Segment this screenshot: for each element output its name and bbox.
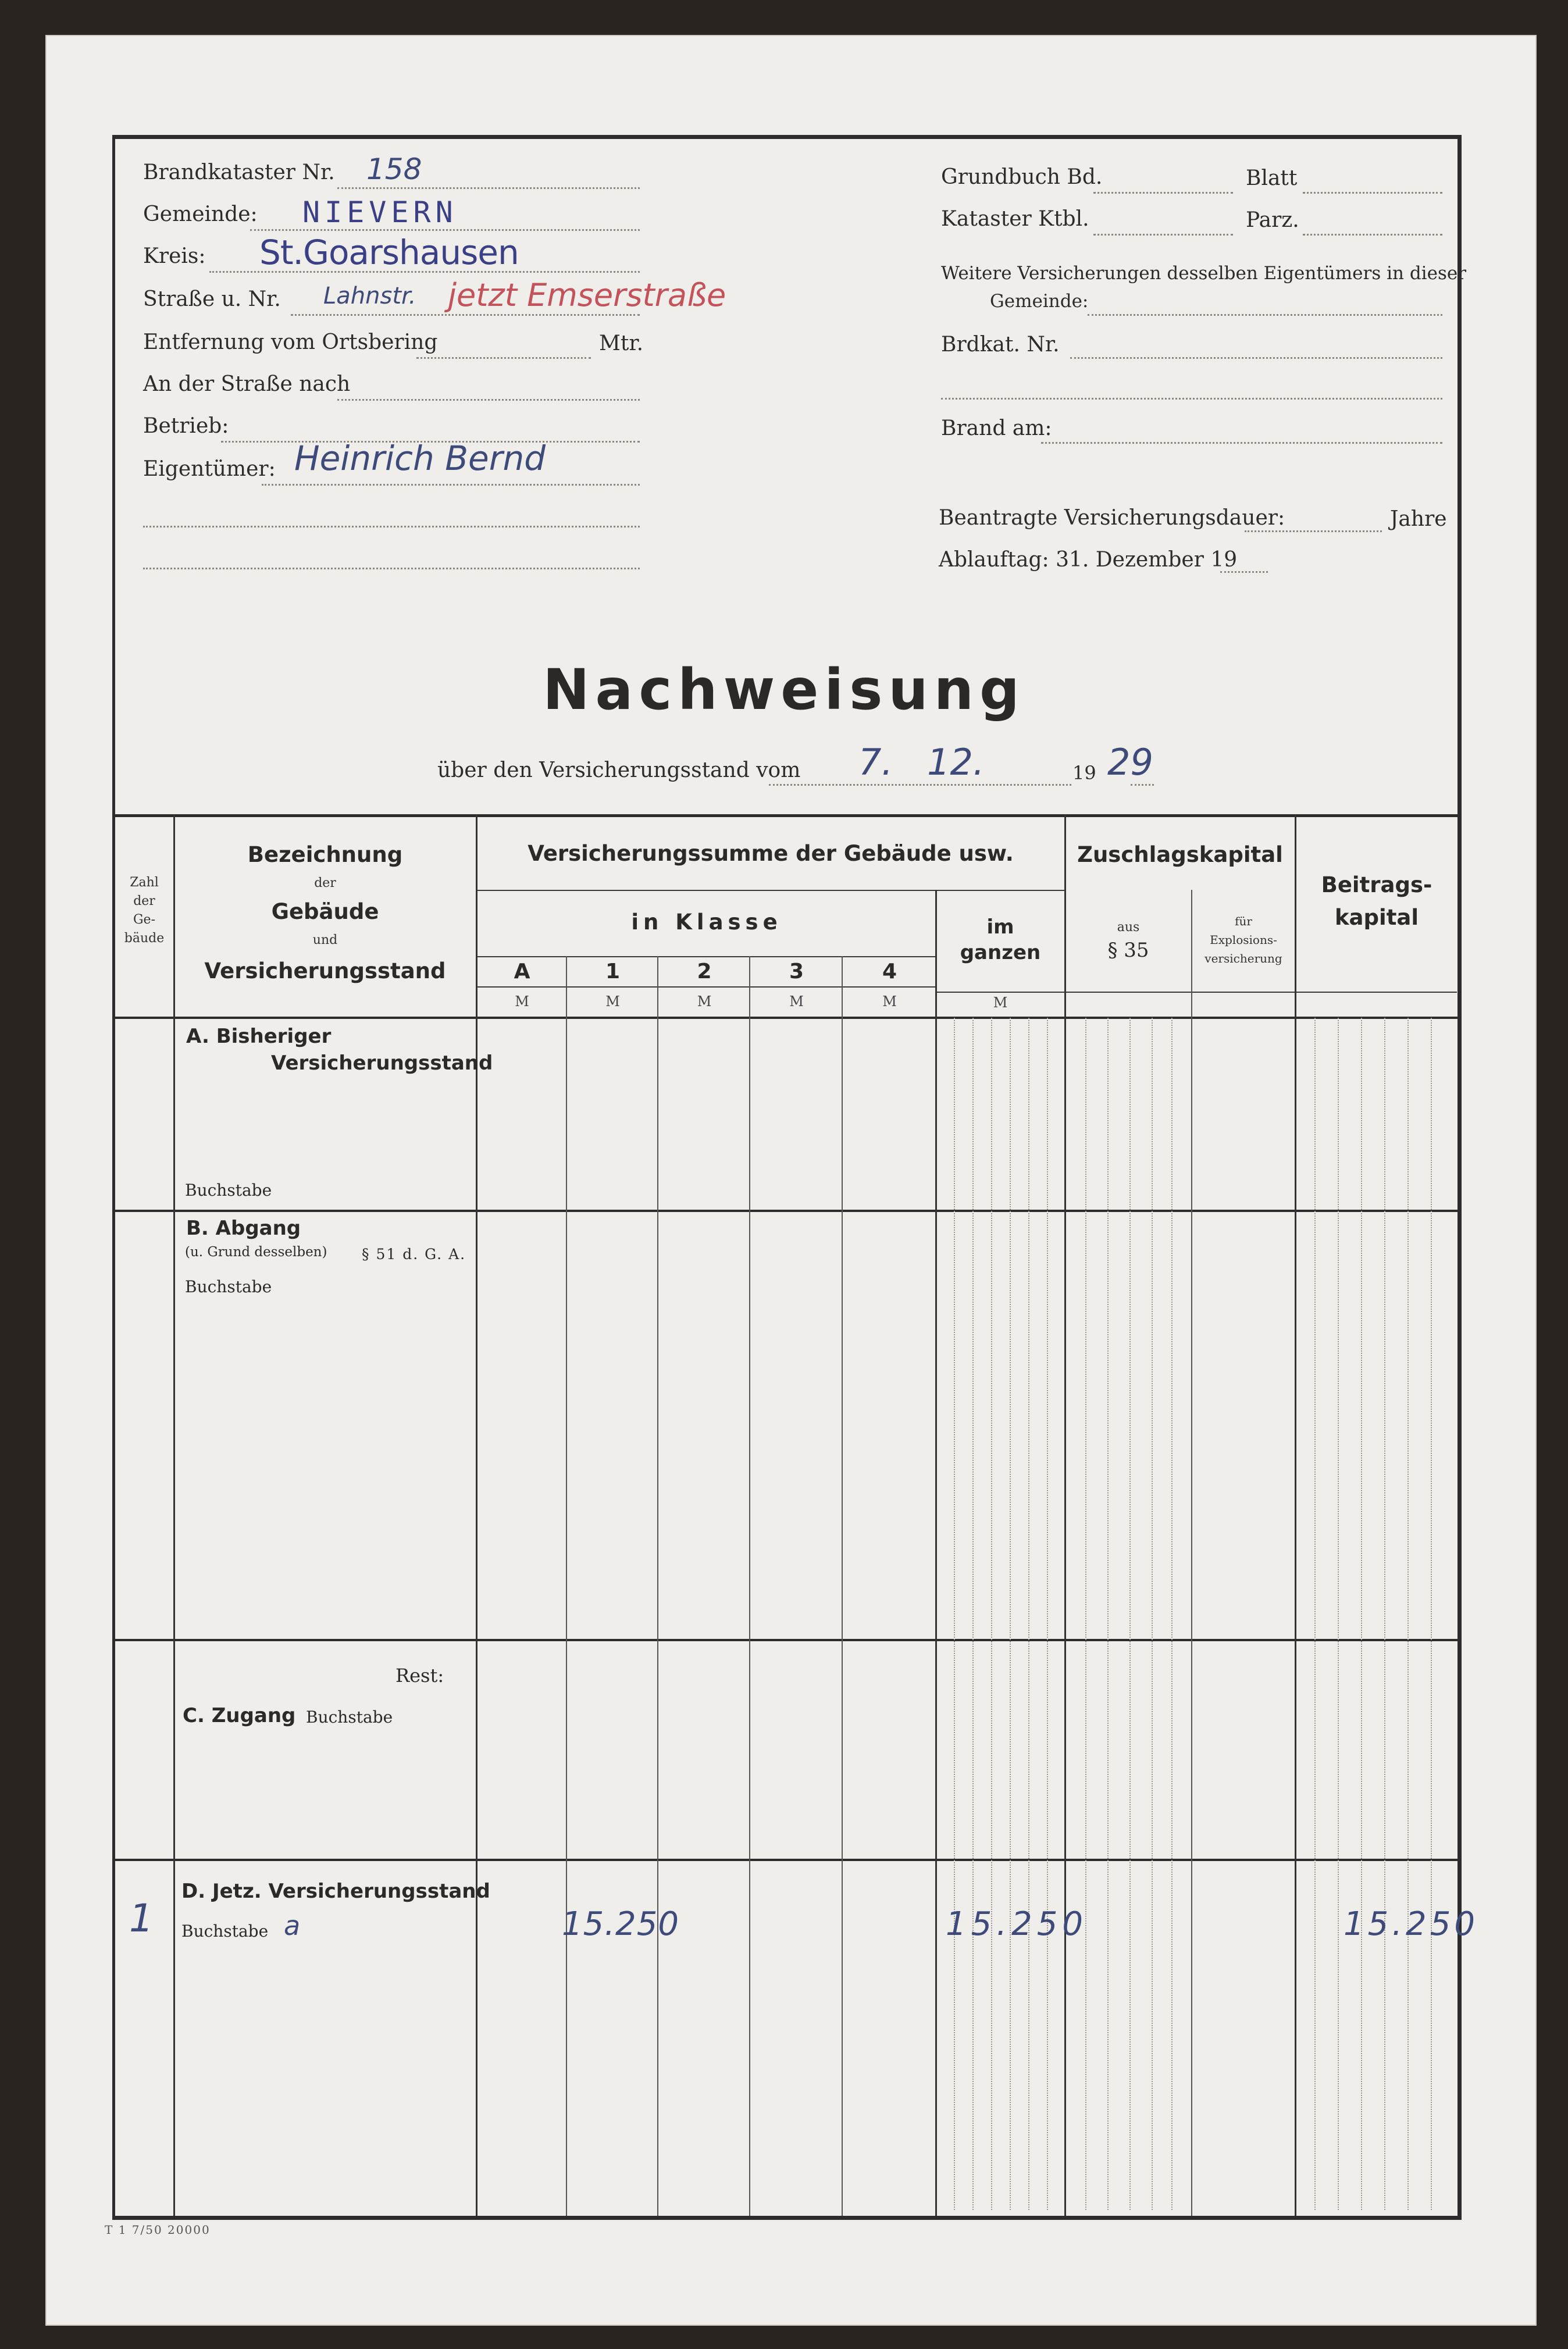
strasse-old-value: Lahnstr. bbox=[323, 283, 416, 309]
parz-label: Parz. bbox=[1246, 208, 1299, 232]
strasse-label: Straße u. Nr. bbox=[143, 287, 281, 311]
subtitle-year-suffix: 29 bbox=[1107, 741, 1153, 783]
kreis-stamp: St.Goarshausen bbox=[259, 233, 519, 272]
section-b-title: B. Abgang bbox=[186, 1217, 301, 1240]
weitere-line1: Weitere Versicherungen desselben Eigentümers in dieser bbox=[941, 263, 1467, 284]
brdkat-label: Brdkat. Nr. bbox=[941, 333, 1060, 357]
col-beitrag-title: Beitrags- bbox=[1321, 872, 1432, 897]
col-klasse-title: in Klasse bbox=[631, 910, 782, 935]
grundbuch-label: Grundbuch Bd. bbox=[941, 165, 1103, 189]
entfernung-unit: Mtr. bbox=[599, 332, 644, 355]
kreis-label: Kreis: bbox=[143, 244, 206, 268]
brand-label: Brand am: bbox=[941, 416, 1052, 440]
ablauf-label: Ablauftag: 31. Dezember 19 bbox=[939, 548, 1238, 572]
section-c-title: C. Zugang bbox=[183, 1704, 296, 1727]
brandkataster-value: 158 bbox=[366, 152, 422, 186]
subtitle-month: 12. bbox=[927, 741, 985, 783]
blatt-label: Blatt bbox=[1246, 166, 1298, 190]
dauer-unit: Jahre bbox=[1390, 507, 1447, 531]
brandkataster-label: Brandkataster Nr. bbox=[143, 161, 335, 184]
col-bez-title: Bezeichnung bbox=[247, 842, 403, 867]
klasse-1: 1 bbox=[605, 960, 621, 983]
d-ganzen-value: 15.250 bbox=[946, 1905, 1088, 1943]
strasse-new-value: jetzt Emserstraße bbox=[448, 277, 726, 313]
section-d-title: D. Jetz. Versicherungsstand bbox=[181, 1880, 490, 1903]
d-buchstabe-value: a bbox=[284, 1910, 301, 1941]
form-frame bbox=[112, 135, 1467, 2220]
col-ganzen-title: im bbox=[986, 915, 1014, 939]
klasse-4: 4 bbox=[882, 960, 897, 983]
footer-code: T 1 7/50 20000 bbox=[105, 2223, 211, 2237]
gemeinde-label: Gemeinde: bbox=[143, 202, 258, 226]
rest-label: Rest: bbox=[395, 1664, 444, 1687]
gemeinde-stamp: NIEVERN bbox=[302, 195, 458, 229]
klasse-2: 2 bbox=[697, 960, 712, 983]
weitere-line2: Gemeinde: bbox=[990, 291, 1089, 312]
dauer-label: Beantragte Versicherungsdauer: bbox=[939, 506, 1285, 530]
entfernung-label: Entfernung vom Ortsbering bbox=[143, 330, 438, 354]
an-der-strasse-label: An der Straße nach bbox=[143, 372, 351, 396]
kataster-label: Kataster Ktbl. bbox=[941, 207, 1089, 231]
col-zuschlag-title: Zuschlagskapital bbox=[1077, 842, 1283, 867]
subtitle-day: 7. bbox=[858, 741, 893, 783]
eigentuemer-value: Heinrich Bernd bbox=[294, 439, 546, 478]
subtitle-label: über den Versicherungsstand vom bbox=[437, 758, 801, 782]
betrieb-label: Betrieb: bbox=[143, 414, 229, 438]
subtitle-year-prefix: 19 bbox=[1072, 762, 1096, 784]
d-klasse1-value: 15.250 bbox=[562, 1905, 679, 1943]
klasse-3: 3 bbox=[789, 960, 804, 983]
eigentuemer-label: Eigentümer: bbox=[143, 457, 276, 481]
d-beitrag-value: 15.250 bbox=[1344, 1905, 1478, 1943]
klasse-a: A bbox=[514, 960, 530, 983]
page-title: Nachweisung bbox=[543, 657, 1025, 722]
col-vers-title: Versicherungssumme der Gebäude usw. bbox=[528, 841, 1014, 866]
section-a-title: A. Bisheriger bbox=[186, 1025, 332, 1048]
d-zahl-value: 1 bbox=[129, 1896, 154, 1941]
col-zahl-header: Zahl der Ge- bäude bbox=[124, 875, 165, 946]
